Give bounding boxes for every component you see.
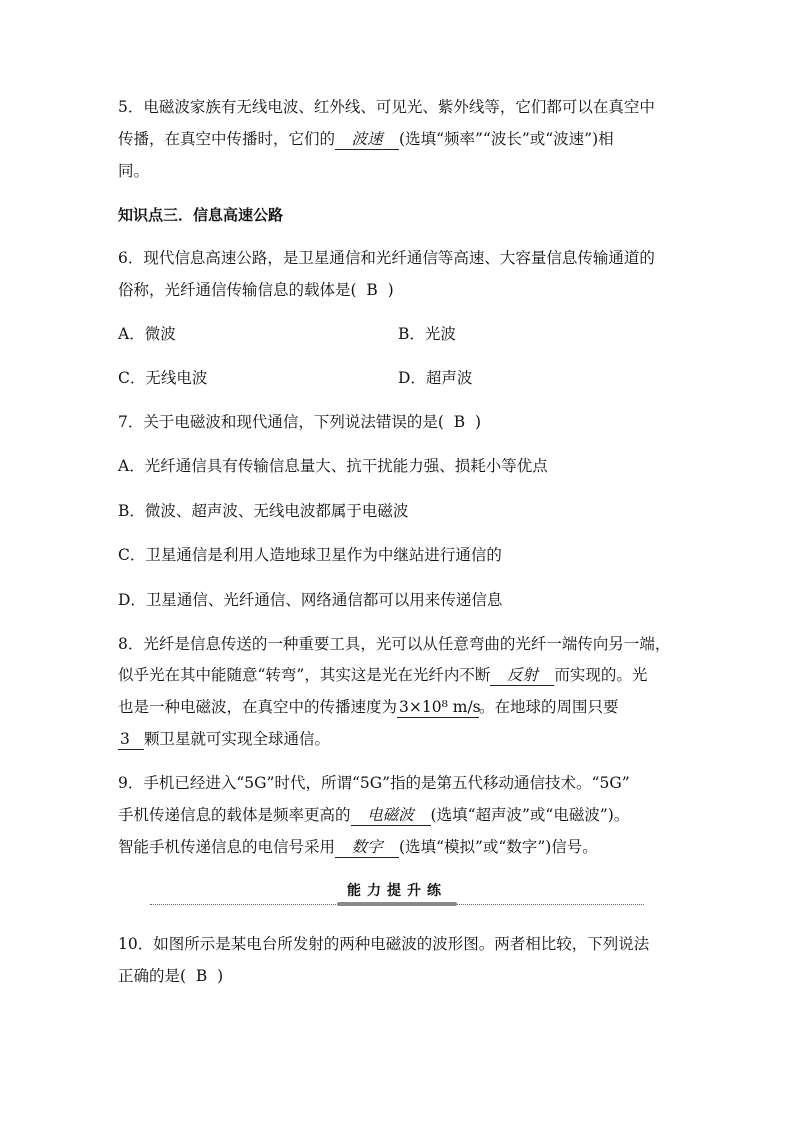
q7-option-b: B．微波、超声波、无线电波都属于电磁波	[118, 502, 409, 520]
q7-answer: B	[453, 413, 466, 431]
q5-line3: 同。	[118, 162, 150, 180]
q8-answer-3: 3	[118, 729, 144, 750]
q5-answer: 波速	[335, 129, 399, 150]
q8-line1: 8．光纤是信息传送的一种重要工具，光可以从任意弯曲的光纤一端传向另一端，	[118, 635, 671, 653]
q7-option-a: A．光纤通信具有传输信息量大、抗干扰能力强、损耗小等优点	[118, 457, 548, 475]
q9-line3: 智能手机传递信息的电信号采用 数字 (选填“模拟”或“数字”)信号。	[118, 838, 598, 856]
q10-line2: 正确的是( B )	[118, 967, 224, 985]
q8-answer-1: 反射	[490, 665, 554, 686]
q6-option-c: C．无线电波	[118, 369, 208, 387]
q6-line1: 6．现代信息高速公路，是卫星通信和光纤通信等高速、大容量信息传输通道的	[118, 249, 655, 267]
q6-options-row1	[118, 323, 678, 345]
q8-line2: 似乎光在其中能随意“转弯”，其实这是光在光纤内不断 反射 而实现的。光	[118, 666, 648, 684]
q9-answer-2: 数字	[335, 837, 399, 858]
q9-line1: 9．手机已经进入“5G”时代，所谓“5G”指的是第五代移动通信技术。“5G”	[118, 774, 630, 792]
q6-option-a: A．微波	[118, 325, 176, 343]
q8-line3: 也是一种电磁波，在真空中的传播速度为 3×10⁸ m/s。在地球的周围只要	[118, 698, 619, 716]
q7-option-c: C．卫星通信是利用人造地球卫星作为中继站进行通信的	[118, 546, 502, 564]
section-divider-bar	[337, 902, 457, 906]
q10-line1: 10．如图所示是某电台所发射的两种电磁波的波形图。两者相比较，下列说法	[118, 935, 650, 953]
q6-options-row2	[118, 367, 678, 389]
section-title: 能力提升练	[347, 883, 447, 899]
q7-option-d: D．卫星通信、光纤通信、网络通信都可以用来传递信息	[118, 591, 503, 609]
q6-option-d: D．超声波	[398, 369, 473, 387]
q9-line2: 手机传递信息的载体是频率更高的 电磁波 (选填“超声波”或“电磁波”)。	[118, 806, 630, 824]
q5-line1: 5．电磁波家族有无线电波、红外线、可见光、紫外线等，它们都可以在真空中	[118, 98, 655, 116]
q6-line2: 俗称，光纤通信传输信息的载体是( B )	[118, 281, 394, 299]
section-heading: 知识点三．信息高速公路	[118, 206, 284, 224]
q8-answer-2: 3×10⁸ m/s	[399, 698, 481, 716]
q9-answer-1: 电磁波	[351, 805, 431, 826]
q6-answer: B	[366, 281, 378, 299]
q6-option-b: B．光波	[398, 325, 456, 343]
q5-line2: 传播，在真空中传播时，它们的 波速 (选填“频率”“波长”或“波速”)相	[118, 130, 614, 148]
q7-stem: 7．关于电磁波和现代通信，下列说法错误的是( B )	[118, 413, 482, 431]
q10-answer: B	[195, 967, 208, 985]
q8-line4: 3 颗卫星就可实现全球通信。	[120, 730, 331, 748]
